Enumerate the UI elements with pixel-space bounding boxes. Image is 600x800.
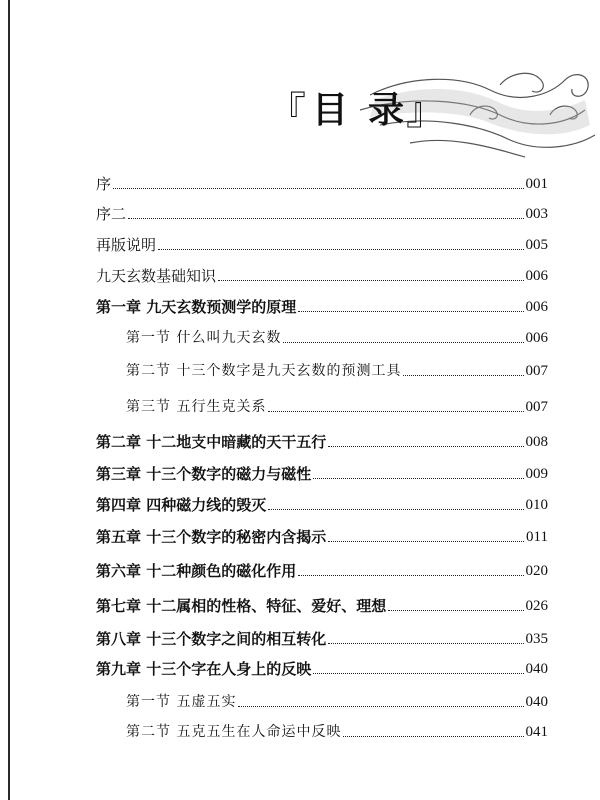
toc-page-number: 026	[525, 598, 548, 614]
toc-page-number: 010	[525, 497, 548, 513]
toc-entry-label: 第一节 五虚五实	[126, 694, 237, 710]
toc-page-number: 011	[526, 529, 548, 545]
toc-entry-label: 第四章 四种磁力线的毁灭	[96, 496, 267, 514]
toc-leader-dots	[283, 342, 523, 343]
toc-entry-label: 第六章 十二种颜色的磁化作用	[96, 562, 297, 580]
toc-leader-dots	[328, 643, 523, 644]
toc-page-number: 007	[525, 399, 548, 415]
toc-entry-label: 第八章 十三个数字之间的相互转化	[96, 630, 327, 648]
toc-page-number: 020	[525, 563, 548, 579]
toc-page-number: 006	[525, 268, 548, 284]
toc-entry-label: 第九章 十三个字在人身上的反映	[96, 660, 312, 678]
title-left-bracket: 『	[268, 89, 309, 133]
toc-entry-label: 第二章 十二地支中暗藏的天干五行	[96, 433, 327, 451]
toc-entry-label: 第一章 九天玄数预测学的原理	[96, 298, 297, 316]
toc-entry[interactable]	[96, 170, 548, 194]
toc-leader-dots	[343, 736, 523, 737]
toc-entry[interactable]	[96, 200, 548, 224]
toc-entry-label: 第三节 五行生克关系	[126, 399, 267, 415]
toc-page-number: 003	[525, 206, 548, 222]
toc-leader-dots	[268, 411, 523, 412]
title-char-2: 录	[368, 90, 407, 131]
toc-entry-label: 第五章 十三个数字的秘密内含揭示	[96, 528, 327, 546]
toc-entry[interactable]	[96, 428, 548, 452]
title-char-1: 目	[312, 90, 351, 131]
toc-leader-dots	[268, 509, 523, 510]
toc-entry-label: 第七章 十二属相的性格、特征、爱好、理想	[96, 597, 387, 615]
toc-entry-label: 第一节 什么叫九天玄数	[126, 330, 282, 346]
toc-page-number: 035	[525, 631, 548, 647]
toc-leader-dots	[403, 375, 523, 376]
toc-entry-label: 序二	[96, 205, 127, 223]
toc-leader-dots	[298, 575, 523, 576]
toc-entry-label: 再版说明	[96, 236, 157, 254]
toc-page-number: 006	[525, 299, 548, 315]
toc-entry[interactable]	[96, 557, 548, 581]
toc-leader-dots	[158, 249, 523, 250]
toc-page-number: 009	[525, 466, 548, 482]
toc-leader-dots	[388, 610, 523, 611]
toc-entry[interactable]	[96, 491, 548, 515]
title-right-bracket: 』	[406, 89, 447, 133]
toc-leader-dots	[313, 478, 523, 479]
toc-entry[interactable]	[126, 688, 548, 712]
toc-entry-label: 第三章 十三个数字的磁力与磁性	[96, 465, 312, 483]
toc-entry[interactable]	[126, 718, 548, 742]
toc-entry[interactable]	[96, 460, 548, 484]
toc-entry[interactable]	[96, 293, 548, 317]
toc-entry-label: 九天玄数基础知识	[96, 267, 217, 285]
toc-entry[interactable]	[96, 231, 548, 255]
toc-page-number: 006	[525, 330, 548, 346]
toc-entry[interactable]	[96, 523, 548, 547]
toc-entry-label: 序	[96, 175, 112, 193]
toc-leader-dots	[128, 218, 523, 219]
toc-entry[interactable]	[96, 262, 548, 286]
toc-entry[interactable]	[126, 393, 548, 417]
toc-leader-dots	[113, 188, 523, 189]
toc-entry[interactable]	[126, 324, 548, 348]
toc-page-number: 005	[525, 237, 548, 253]
toc-entry[interactable]	[96, 592, 548, 616]
toc-page-number: 040	[525, 661, 548, 677]
toc-entry[interactable]	[126, 357, 548, 381]
toc-leader-dots	[328, 541, 524, 542]
toc-leader-dots	[298, 311, 523, 312]
toc-entry[interactable]	[96, 625, 548, 649]
toc-leader-dots	[313, 673, 523, 674]
toc-entry[interactable]	[96, 655, 548, 679]
toc-leader-dots	[238, 706, 523, 707]
toc-page-number: 008	[525, 434, 548, 450]
toc-entry-label: 第二节 五克五生在人命运中反映	[126, 724, 342, 740]
toc-page-number: 007	[525, 363, 548, 379]
toc-page-number: 001	[525, 176, 548, 192]
toc-page-number: 041	[525, 724, 548, 740]
toc-entry-label: 第二节 十三个数字是九天玄数的预测工具	[126, 363, 402, 379]
toc-leader-dots	[328, 446, 523, 447]
toc-leader-dots	[218, 280, 523, 281]
toc-page-number: 040	[525, 694, 548, 710]
